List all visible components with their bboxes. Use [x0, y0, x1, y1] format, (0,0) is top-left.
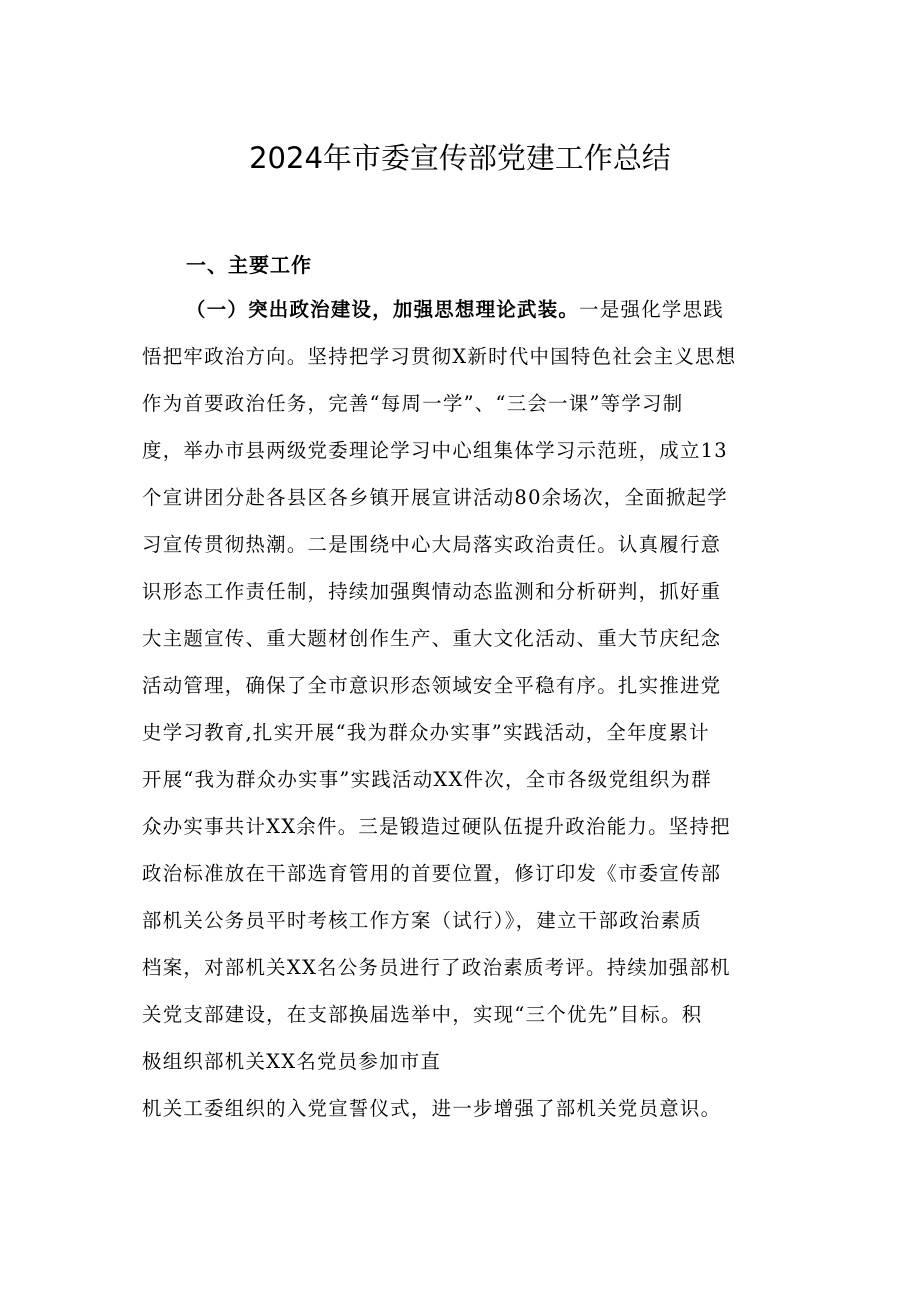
paragraph-line: 度，举办市县两级党委理论学习中心组集体学习示范班，成立13 [142, 439, 728, 462]
paragraph-line: 作为首要政治任务，完善“每周一学”、“三会一课”等学习制 [142, 392, 684, 415]
paragraph-line: 众办实事共计XX余件。三是锻造过硬队伍提升政治能力。坚持把 [142, 815, 731, 838]
paragraph-line: 关党支部建设，在支部换届选举中，实现“三个优先”目标。积 [142, 1003, 703, 1026]
paragraph-line: 习宣传贯彻热潮。二是围绕中心大局落实政治责任。认真履行意 [142, 533, 722, 556]
paragraph-line: 政治标准放在干部选育管用的首要位置，修订印发《市委宣传部 [142, 862, 722, 885]
section-heading: 一、主要工作 [186, 253, 312, 277]
paragraph-line: 活动管理，确保了全市意识形态领域安全平稳有序。扎实推进党 [142, 674, 722, 697]
paragraph-line: 机关工委组织的入党宣誓仪式，进一步增强了部机关党员意识。 [142, 1097, 722, 1120]
paragraph-line: 个宣讲团分赴各县区各乡镇开展宣讲活动80余场次，全面掀起学 [142, 486, 728, 509]
paragraph-line: 极组织部机关XX名党员参加市直 [142, 1050, 442, 1073]
paragraph-line: 部机关公务员平时考核工作方案（试行）》，建立干部政治素质 [142, 909, 702, 932]
paragraph-text: 一是强化学思践 [579, 298, 724, 321]
paragraph-line: 史学习教育,扎实开展“我为群众办实事”实践活动，全年度累计 [142, 721, 710, 744]
paragraph-line: 大主题宣传、重大题材创作生产、重大文化活动、重大节庆纪念 [142, 627, 722, 650]
paragraph-line: 开展“我为群众办实事”实践活动XX件次，全市各级党组织为群 [142, 768, 712, 791]
paragraph-line: 悟把牢政治方向。坚持把学习贯彻X新时代中国特色社会主义思想 [142, 345, 737, 368]
document-title: 2024年市委宣传部党建工作总结 [249, 141, 671, 175]
paragraph-line: 档案，对部机关XX名公务员进行了政治素质考评。持续加强部机 [142, 956, 731, 979]
paragraph-line: 识形态工作责任制，持续加强舆情动态监测和分析研判，抓好重 [142, 580, 722, 603]
paragraph-line [186, 295, 792, 325]
subsection-heading: （一）突出政治建设，加强思想理论武装。 [186, 298, 580, 321]
